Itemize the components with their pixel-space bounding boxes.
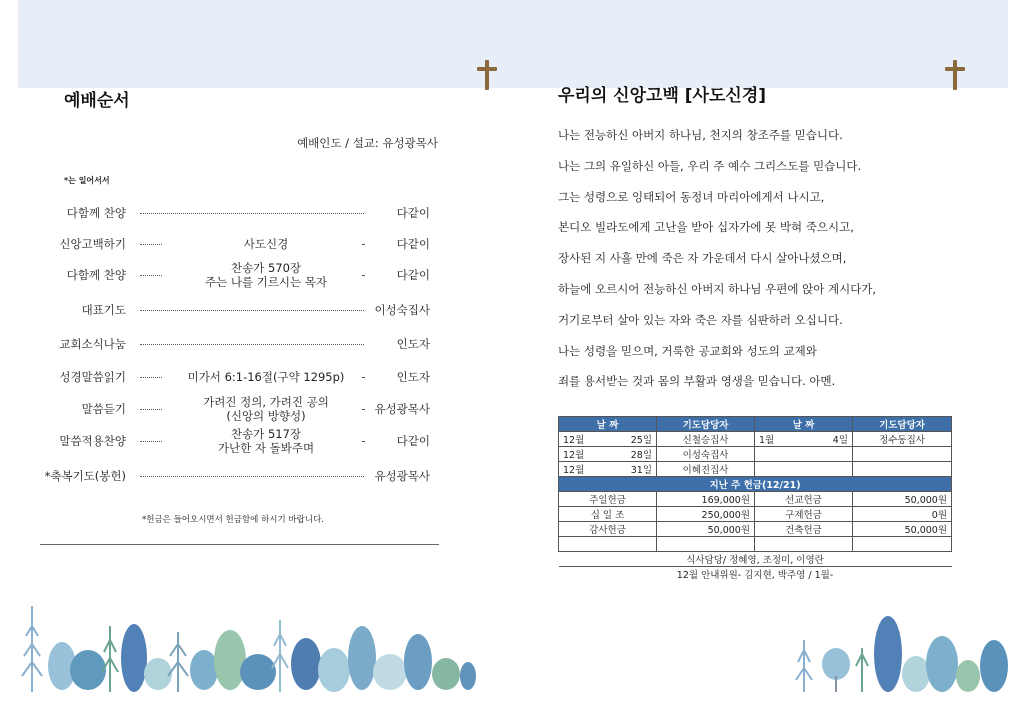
table-row: [559, 537, 952, 552]
worship-order-title: 예배순서: [64, 91, 130, 111]
order-who: 인도자: [396, 337, 430, 351]
table-cell: 50,000원: [853, 522, 952, 537]
table-cell: 12월: [559, 462, 609, 477]
creed-line: 본디오 빌라도에게 고난을 받아 십자가에 못 박혀 죽으시고,: [558, 220, 854, 235]
cross-icon: [477, 60, 497, 90]
order-row: [40, 360, 440, 394]
order-item: 말씀적용찬양: [59, 434, 126, 448]
table-row: [559, 462, 952, 477]
table-header-row: [559, 417, 952, 432]
table-cell: 신철승집사: [657, 432, 755, 447]
table-cell: 0원: [853, 507, 952, 522]
divider: [40, 544, 439, 545]
table-row: [559, 492, 952, 507]
order-item: 성경말씀읽기: [59, 370, 126, 384]
table-row: [559, 522, 952, 537]
table-row: [559, 507, 952, 522]
creed-line: 나는 성령을 믿으며, 거룩한 공교회와 성도의 교제와: [558, 343, 817, 358]
table-header: 기도담당자: [853, 417, 952, 432]
order-detail: 가려진 정의, 가려진 공의 (신앙의 방향성): [203, 395, 329, 423]
creed-text: [558, 128, 958, 405]
table-cell: 50,000원: [853, 492, 952, 507]
offering-note: *헌금은 들어오시면서 헌금함에 하시기 바랍니다.: [142, 515, 324, 525]
order-who: 다같이: [396, 206, 430, 220]
order-row: [40, 258, 440, 292]
table-cell: 28일: [609, 447, 657, 462]
table-cell: 정수동집사: [853, 432, 952, 447]
table-cell: 건축헌금: [755, 522, 853, 537]
order-who: 유성광목사: [374, 402, 430, 416]
stand-note: *는 일어서서: [64, 176, 110, 185]
creed-line: 장사된 지 사흘 만에 죽은 자 가운데서 다시 살아나셨으며,: [558, 251, 847, 266]
table-row: [559, 447, 952, 462]
order-item: *축복기도(봉헌): [44, 469, 126, 483]
order-row: [40, 424, 440, 458]
table-cell: 25일: [609, 432, 657, 447]
table-cell: 4일: [805, 432, 853, 447]
table-cell: 12월: [559, 447, 609, 462]
order-item: 말씀듣기: [81, 402, 126, 416]
order-item: 다함께 찬양: [66, 206, 126, 220]
table-cell: 십 일 조: [559, 507, 657, 522]
order-item: 신앙고백하기: [59, 237, 126, 251]
order-detail: 미가서 6:1-16절(구약 1295p): [187, 370, 345, 384]
order-row: [40, 227, 440, 261]
order-who: 다같이: [396, 237, 430, 251]
table-row: [559, 432, 952, 447]
table-cell: 이혜진집사: [657, 462, 755, 477]
schedule-table: [558, 416, 952, 581]
table-cell: 50,000원: [657, 522, 755, 537]
creed-line: 하늘에 오르시어 전능하신 아버지 하나님 우편에 앉아 계시다가,: [558, 281, 877, 296]
header-band: [18, 0, 1008, 88]
table-cell: 12월: [559, 432, 609, 447]
table-cell: 31일: [609, 462, 657, 477]
order-who: 다같이: [396, 434, 430, 448]
leaders-line: 예배인도 / 설교: 유성광목사: [297, 136, 438, 150]
creed-line: 나는 그의 유일하신 아들, 우리 주 예수 그리스도를 믿습니다.: [558, 158, 862, 173]
order-row: [40, 196, 440, 230]
table-row: [559, 566, 952, 581]
table-header: 기도담당자: [657, 417, 755, 432]
order-row: [40, 459, 440, 493]
order-detail: 사도신경: [243, 237, 289, 251]
order-row: [40, 327, 440, 361]
order-item: 교회소식나눔: [59, 337, 126, 351]
forest-illustration-left: [18, 596, 478, 692]
offering-title: 지난 주 헌금(12/21): [559, 477, 952, 492]
creed-line: 거기로부터 살아 있는 자와 죽은 자를 심판하러 오십니다.: [558, 312, 843, 327]
table-header: 날 짜: [559, 417, 657, 432]
table-cell: 이성숙집사: [657, 447, 755, 462]
usher-info: 12월 안내위원- 김지현, 박주영 / 1월-: [559, 566, 952, 581]
table-cell: 감사헌금: [559, 522, 657, 537]
order-who: 유성광목사: [374, 469, 430, 483]
order-item: 대표기도: [81, 303, 126, 317]
table-header: 날 짜: [755, 417, 853, 432]
order-who: 인도자: [396, 370, 430, 384]
creed-line: 그는 성령으로 잉태되어 동정녀 마리아에게서 나시고,: [558, 189, 825, 204]
table-cell: 구제헌금: [755, 507, 853, 522]
creed-line: 나는 전능하신 아버지 하나님, 천지의 창조주를 믿습니다.: [558, 128, 843, 142]
order-row: [40, 392, 440, 426]
creed-line: 죄를 용서받는 것과 몸의 부활과 영생을 믿습니다. 아멘.: [558, 374, 836, 389]
offering-header-row: [559, 477, 952, 492]
order-row: [40, 293, 440, 327]
meal-duty: 식사담당/ 정혜영, 조정미, 이영란: [559, 551, 952, 566]
order-detail: 찬송가 517장 가난한 자 돌봐주며: [217, 427, 315, 455]
table-cell: 1월: [755, 432, 805, 447]
table-row: [559, 551, 952, 566]
cross-icon: [945, 60, 965, 90]
order-who: 다같이: [396, 268, 430, 282]
order-who: 이성숙집사: [374, 303, 430, 317]
creed-title: 우리의 신앙고백 [사도신경]: [558, 86, 767, 106]
table-cell: 169,000원: [657, 492, 755, 507]
order-item: 다함께 찬양: [66, 268, 126, 282]
order-detail: 찬송가 570장 주는 나를 기르시는 목자: [204, 261, 328, 289]
table-cell: 250,000원: [657, 507, 755, 522]
table-cell: 주일헌금: [559, 492, 657, 507]
table-cell: 선교헌금: [755, 492, 853, 507]
forest-illustration-right: [792, 604, 1010, 692]
